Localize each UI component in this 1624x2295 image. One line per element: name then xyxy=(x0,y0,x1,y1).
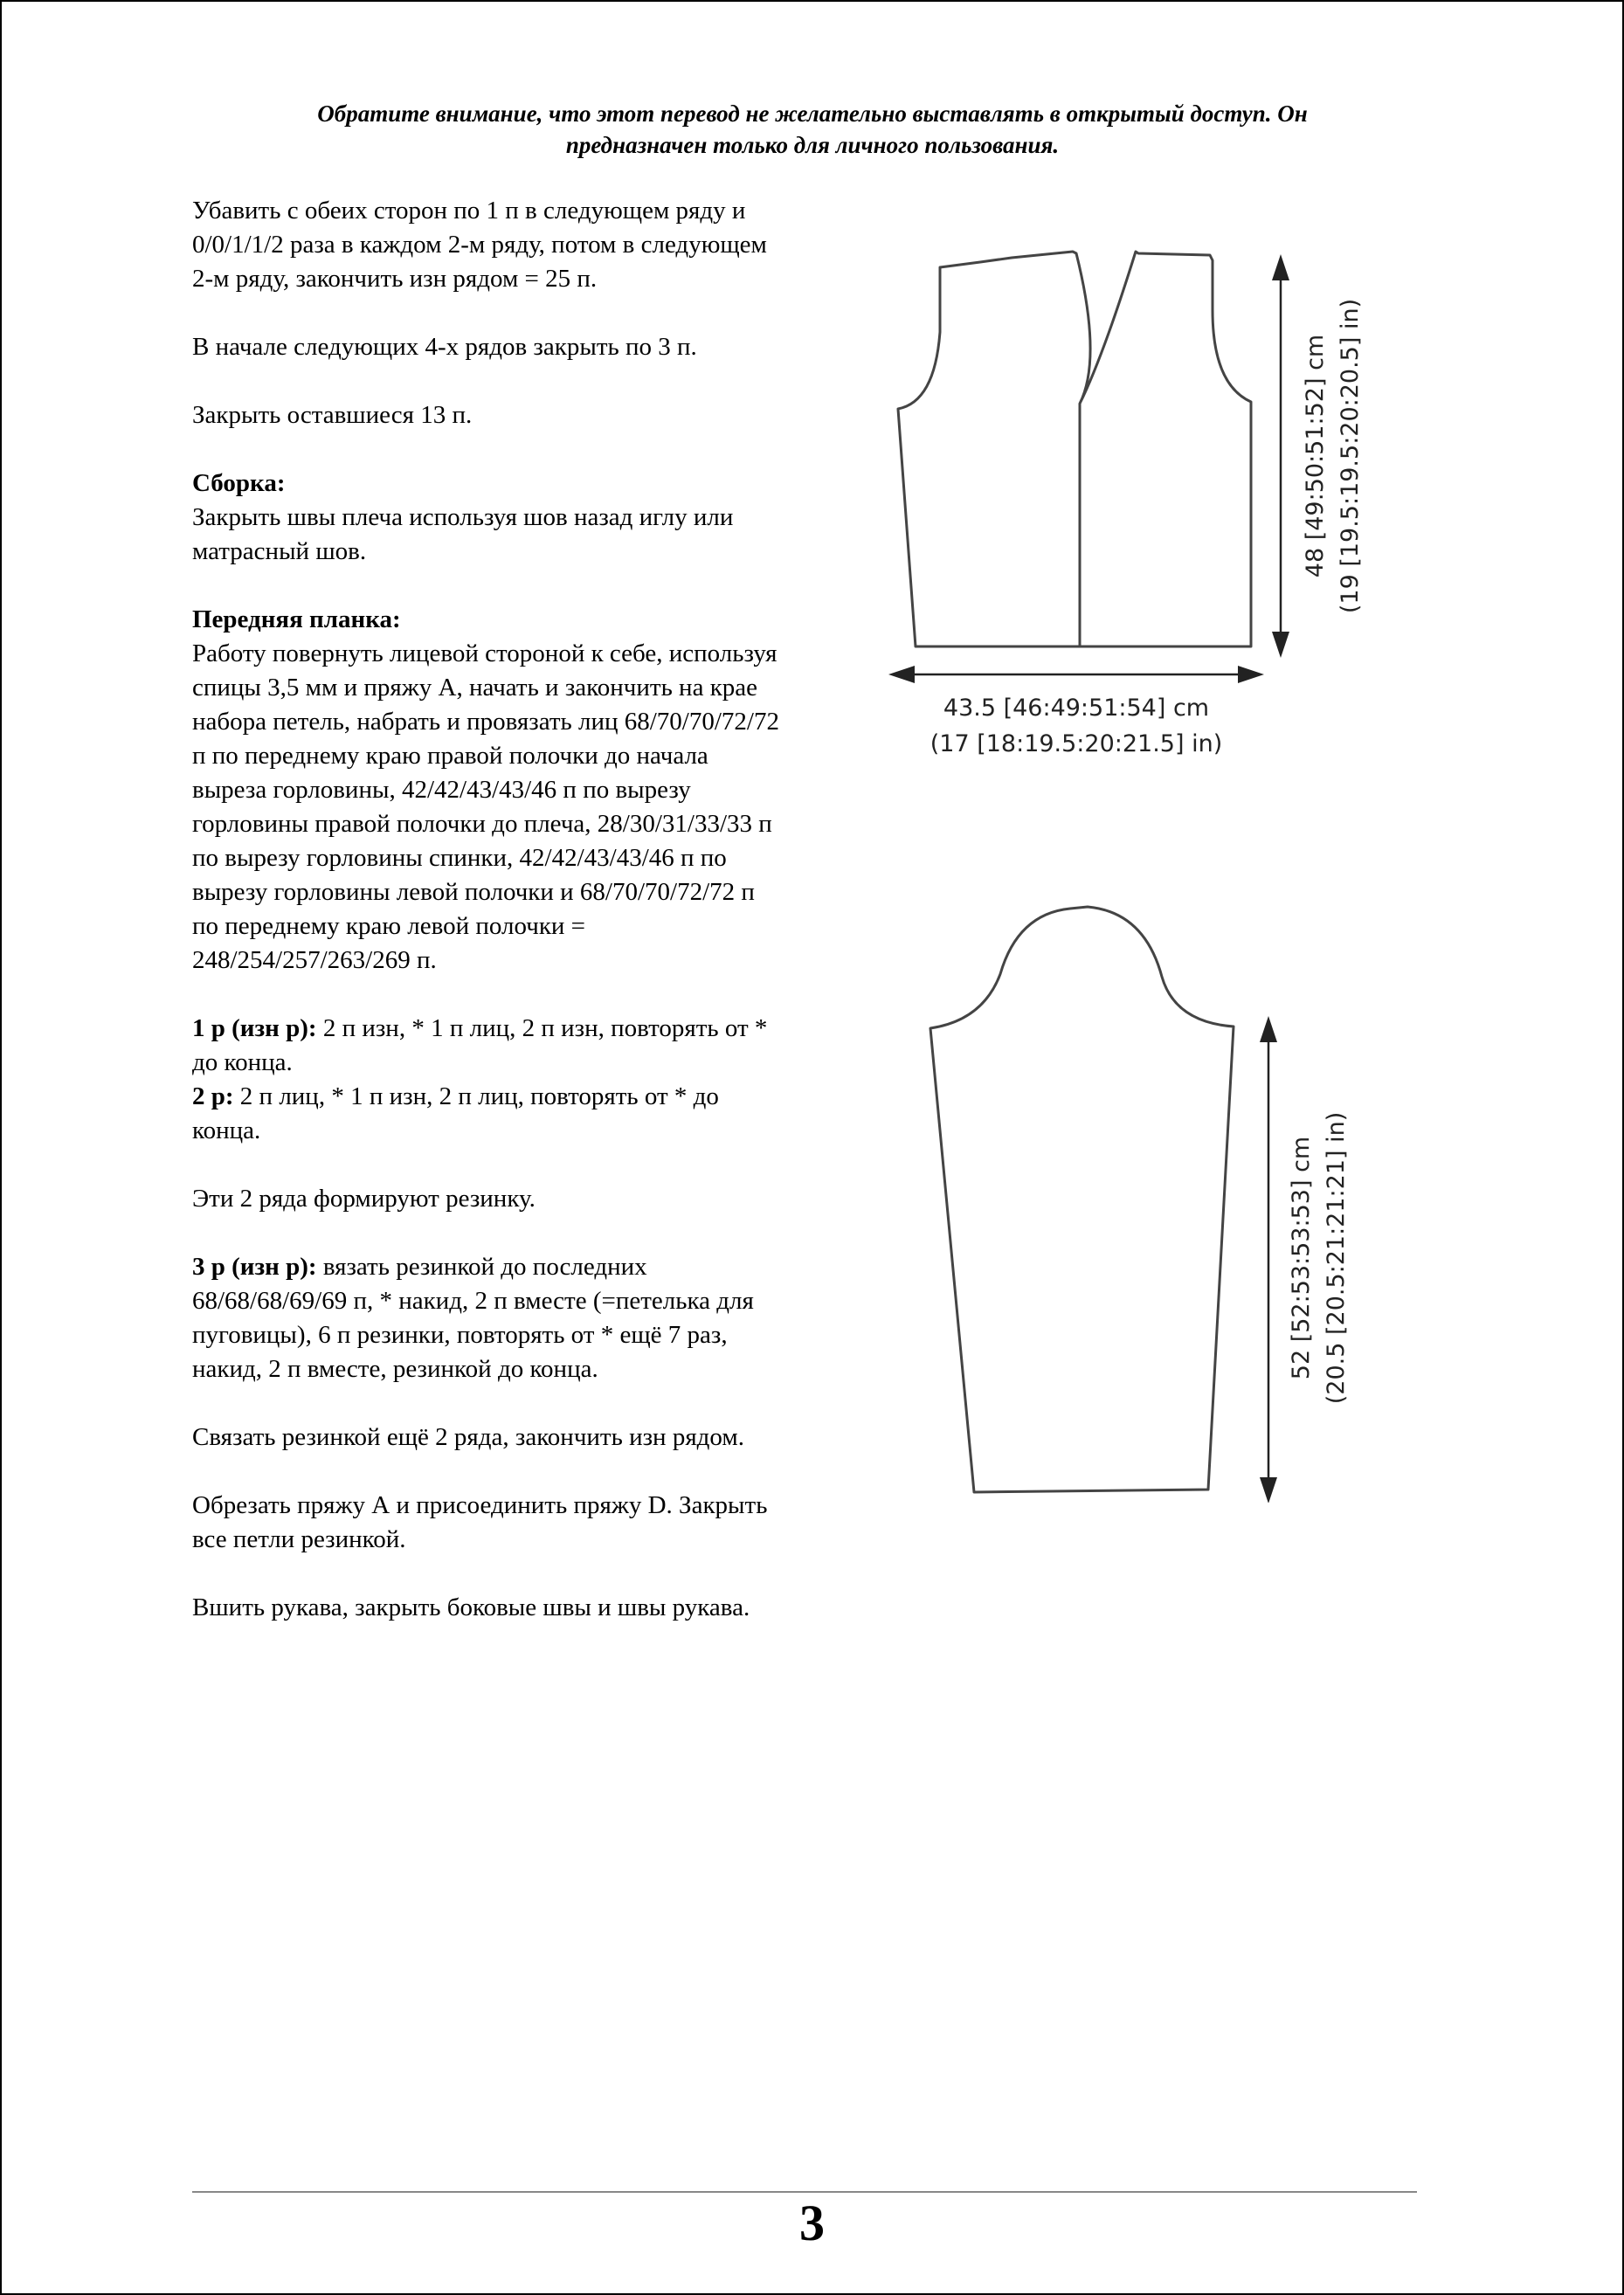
row-1-instruction xyxy=(192,1012,786,1080)
vest-height-in-label: (19 [19.5:19.5:20:20.5] in) xyxy=(1337,298,1364,614)
assembly-heading: Сборка: xyxy=(192,469,286,497)
vest-schematic xyxy=(874,236,1415,778)
vest-width-in-label: (17 [18:19.5:20:21.5] in) xyxy=(929,730,1223,757)
sleeve-schematic-svg xyxy=(909,891,1415,1503)
vest-outline xyxy=(898,252,1251,646)
paragraph-cut-yarn: Обрезать пряжу А и присоединить пряжу D. Закрыть все петли резинкой. xyxy=(192,1491,768,1553)
vest-width-cm-label: 43.5 [46:49:51:54] cm xyxy=(943,695,1210,722)
row-2-instruction xyxy=(192,1080,786,1148)
row-2-label: 2 р: xyxy=(192,1082,234,1110)
sleeve-length-in-label: (20.5 [20.5:21:21:21] in) xyxy=(1323,1111,1350,1405)
front-band-section xyxy=(192,603,786,978)
vest-schematic-svg xyxy=(874,236,1415,778)
paragraph-two-more-rows: Связать резинкой ещё 2 ряда, закончить изн рядом. xyxy=(192,1423,744,1451)
front-band-text: Работу повернуть лицевой стороной к себе, используя спицы 3,5 мм и пряжу А, начать и закончить на крае набора петель, набрать и провязать лиц 68/70/70/72/72 п по переднему краю правой полочки до начала выреза горловины, 42/42/43/43/46 п по вырезу горловины правой полочки до плеча, 28/30/31/33/33 п по вырезу горловины спинки, 42/42/43/43/46 п по вырезу горловины левой полочки и 68/70/70/72/72 п по переднему краю левой полочки = 248/254/257/263/269 п. xyxy=(192,639,779,974)
page-number: 3 xyxy=(799,2195,825,2251)
row-2-text: 2 п лиц, * 1 п изн, 2 п лиц, повторять от * до конца. xyxy=(192,1082,719,1144)
instructions-column xyxy=(192,194,786,1659)
paragraph-decrease: Убавить с обеих сторон по 1 п в следующем ряду и 0/0/1/1/2 раза в каждом 2-м ряду, потом в следующем 2-м ряду, закончить изн рядом = 25 п. xyxy=(192,197,767,293)
assembly-text: Закрыть швы плеча используя шов назад иглу или матрасный шов. xyxy=(192,503,734,565)
paragraph-sew-sleeves: Вшить рукава, закрыть боковые швы и швы рукава. xyxy=(192,1593,750,1621)
row-3-label: 3 р (изн р): xyxy=(192,1253,317,1281)
sleeve-length-cm-label: 52 [52:53:53:53] cm xyxy=(1288,1136,1315,1380)
row-3-text: вязать резинкой до последних 68/68/68/69/69 п, * накид, 2 п вместе (=петелька для пуговицы), 6 п резинки, повторять от * ещё 7 раз, накид, 2 п вместе, резинкой до конца. xyxy=(192,1253,754,1383)
sleeve-schematic xyxy=(909,891,1415,1503)
front-band-heading: Передняя планка: xyxy=(192,605,401,633)
paragraph-rib: Эти 2 ряда формируют резинку. xyxy=(192,1185,536,1213)
row-3-instruction xyxy=(192,1250,786,1386)
paragraph-bind-off-rows: В начале следующих 4-х рядов закрыть по 3 п. xyxy=(192,333,697,361)
assembly-section xyxy=(192,467,786,569)
notice-line-1: Обратите внимание, что этот перевод не желательно выставлять в открытый доступ. Он xyxy=(317,100,1308,127)
copyright-notice xyxy=(192,98,1433,161)
row-1-label: 1 р (изн р): xyxy=(192,1014,317,1042)
row-1-text: 2 п изн, * 1 п лиц, 2 п изн, повторять от * до конца. xyxy=(192,1014,768,1076)
notice-line-2: предназначен только для личного пользования. xyxy=(565,132,1060,158)
sleeve-outline xyxy=(930,907,1234,1492)
paragraph-close-remaining: Закрыть оставшиеся 13 п. xyxy=(192,401,473,429)
vest-height-cm-label: 48 [49:50:51:52] cm xyxy=(1302,334,1329,578)
